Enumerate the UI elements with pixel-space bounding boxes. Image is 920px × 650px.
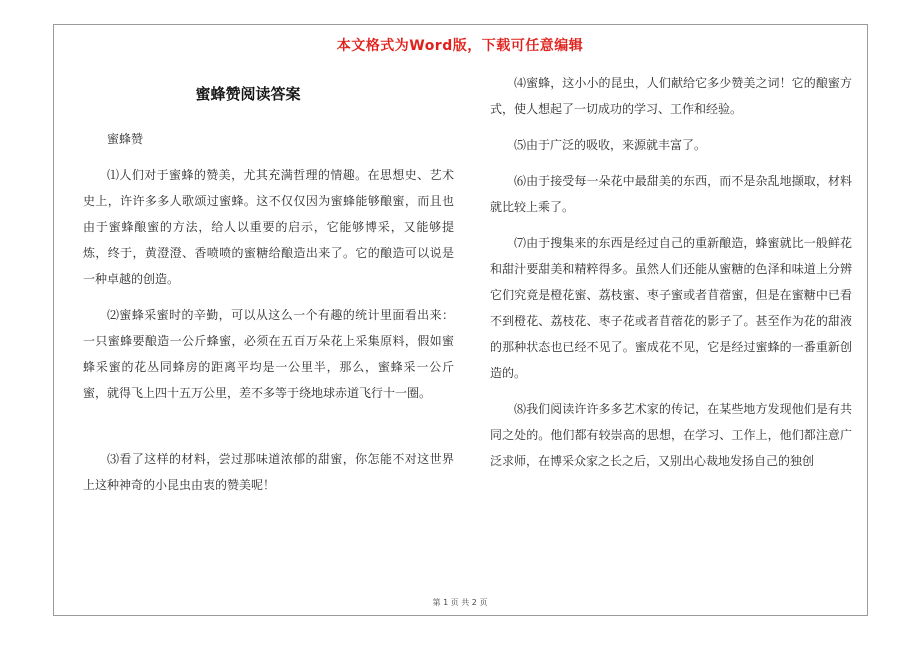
page-number: 第 1 页 共 2 页 xyxy=(432,598,488,607)
paragraph-3: ⑶看了这样的材料，尝过那味道浓郁的甜蜜，你怎能不对这世界上这种神奇的小昆虫由衷的赞美呢！ xyxy=(83,452,454,492)
page-title: 蜜蜂赞阅读答案 xyxy=(195,85,301,103)
left-column xyxy=(83,126,454,508)
paragraph-4: ⑷蜜蜂，这小小的昆虫，人们献给它多少赞美之词！它的酿蜜方式，使人想起了一切成功的学习、工作和经验。 xyxy=(490,76,852,116)
paragraph-5: ⑸由于广泛的吸收，来源就丰富了。 xyxy=(514,138,707,152)
paragraph-1: ⑴人们对于蜜蜂的赞美，尤其充满哲理的情趣。在思想史、艺术史上，许许多多人歌颂过蜜蜂。这不仅仅因为蜜蜂能够酿蜜，而且也由于蜜蜂酿蜜的方法，给人以重要的启示，它能够博采，又能够提炼，终于，黄澄澄、香喷喷的蜜糖给酿造出来了。它的酿造可以说是一种卓越的创造。 xyxy=(83,168,454,286)
paragraph-6: ⑹由于接受每一朵花中最甜美的东西，而不是杂乱地撷取，材料就比较上乘了。 xyxy=(490,174,852,214)
right-column xyxy=(490,70,852,484)
paragraph-2: ⑵蜜蜂采蜜时的辛勤，可以从这么一个有趣的统计里面看出来：一只蜜蜂要酿造一公斤蜂蜜，必须在五百万朵花上采集原料，假如蜜蜂采蜜的花丛同蜂房的距离平均是一公里半，那么，蜜蜂采一公斤蜜，就得飞上四十五万公里，差不多等于绕地球赤道飞行十一圈。 xyxy=(83,308,454,400)
article-subtitle: 蜜蜂赞 xyxy=(107,132,144,146)
paragraph-8: ⑻我们阅读许许多多艺术家的传记，在某些地方发现他们是有共同之处的。他们都有较崇高的思想，在学习、工作上，他们都注意广泛求师，在博采众家之长之后，又别出心裁地发扬自己的独创 xyxy=(490,402,852,468)
paragraph-7: ⑺由于搜集来的东西是经过自己的重新酿造，蜂蜜就比一般鲜花和甜汁要甜美和精粹得多。虽然人们还能从蜜糖的色泽和味道上分辨它们究竟是橙花蜜、荔枝蜜、枣子蜜或者苜蓿蜜，但是在蜜糖中已看不到橙花、荔枝花、枣子花或者苜蓿花的影子了。甚至作为花的甜液的那种状态也已经不见了。蜜成花不见，它是经过蜜蜂的一番重新创造的。 xyxy=(490,236,852,380)
watermark-banner: 本文格式为Word版，下载可任意编辑 xyxy=(336,38,584,54)
